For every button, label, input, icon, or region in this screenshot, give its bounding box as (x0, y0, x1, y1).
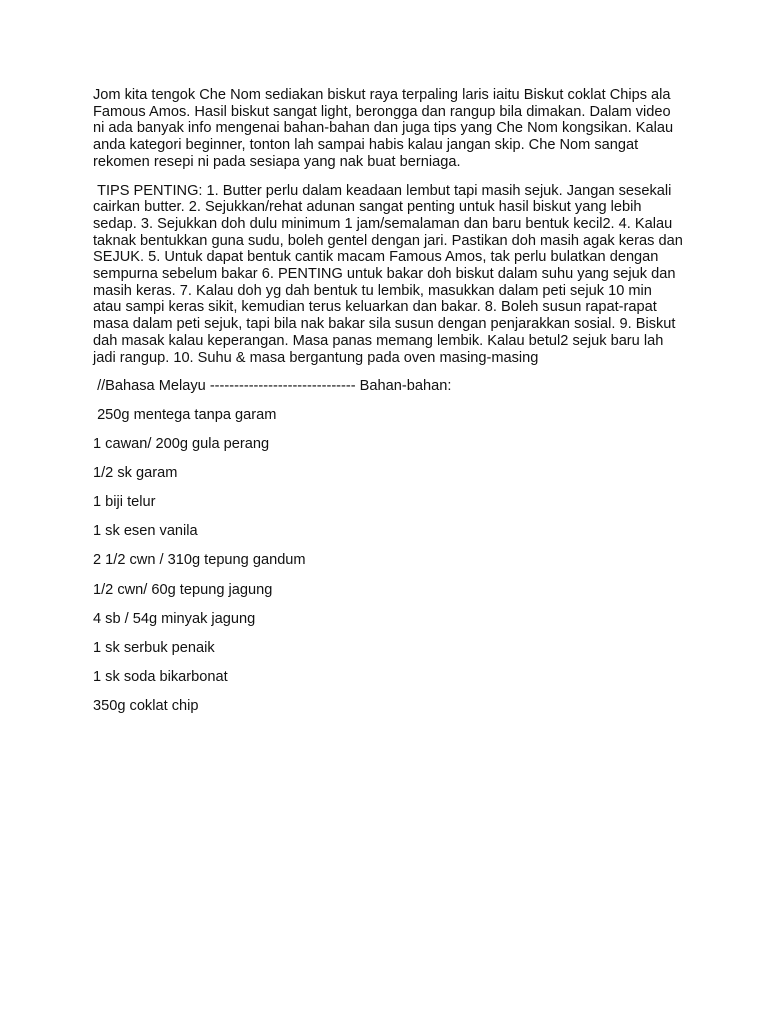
ingredient-item: 1 sk esen vanila (93, 523, 198, 540)
tips-paragraph: TIPS PENTING: 1. Butter perlu dalam keadaan lembut tapi masih sejuk. Jangan sesekali cairkan butter. 2. Sejukkan/rehat adunan sangat penting untuk hasil biskut yang lebih sedap. 3. Sejukkan doh dulu minimum 1 jam/semalaman dan baru bentuk kecil2. 4. Kalau taknak bentukkan guna sudu, boleh gentel dengan jari. Pastikan doh masih agak keras dan SEJUK. 5. Untuk dapat bentuk cantik macam Famous Amos, tak perlu bulatkan dengan sempurna sebelum bakar 6. PENTING untuk bakar doh biskut dalam suhu yang sejuk dan masih keras. 7. Kalau doh yg dah bentuk tu lembik, masukkan dalam peti sejuk 10 min atau sampi keras sikit, kemudian terus keluarkan dan bakar. 8. Boleh susun rapat-rapat masa dalam peti sejuk, tapi bila nak bakar sila susun dengan penjarakkan sosial. 9. Biskut dah masak kalau keperangan. Masa panas memang lembik. Kalau betul2 sejuk baru lah jadi rangup. 10. Suhu & masa bergantung pada oven masing-masing (93, 182, 687, 366)
ingredient-item: 250g mentega tanpa garam (93, 406, 277, 423)
ingredients-heading: //Bahasa Melayu ------------------------------ Bahan-bahan: (93, 378, 452, 395)
intro-paragraph: Jom kita tengok Che Nom sediakan biskut raya terpaling laris iaitu Biskut coklat Chips ala Famous Amos. Hasil biskut sangat light, berongga dan rangup bila dimakan. Dalam video ni ada banyak info mengenai bahan-bahan dan juga tips yang Che Nom kongsikan. Kalau anda kategori beginner, tonton lah sampai habis kalau jangan skip. Che Nom sangat rekomen resepi ni pada sesiapa yang nak buat berniaga. (93, 87, 678, 170)
ingredient-item: 1/2 cwn/ 60g tepung jagung (93, 581, 273, 598)
ingredient-item: 350g coklat chip (93, 697, 199, 714)
ingredient-item: 4 sb / 54g minyak jagung (93, 610, 256, 627)
ingredient-item: 2 1/2 cwn / 310g tepung gandum (93, 552, 306, 569)
ingredient-list (93, 407, 683, 715)
ingredient-item: 1 cawan/ 200g gula perang (93, 436, 270, 453)
ingredient-item: 1/2 sk garam (93, 465, 178, 482)
ingredient-item: 1 sk soda bikarbonat (93, 668, 228, 685)
document-body (93, 87, 687, 727)
ingredient-item: 1 biji telur (93, 494, 156, 511)
ingredient-item: 1 sk serbuk penaik (93, 639, 215, 656)
